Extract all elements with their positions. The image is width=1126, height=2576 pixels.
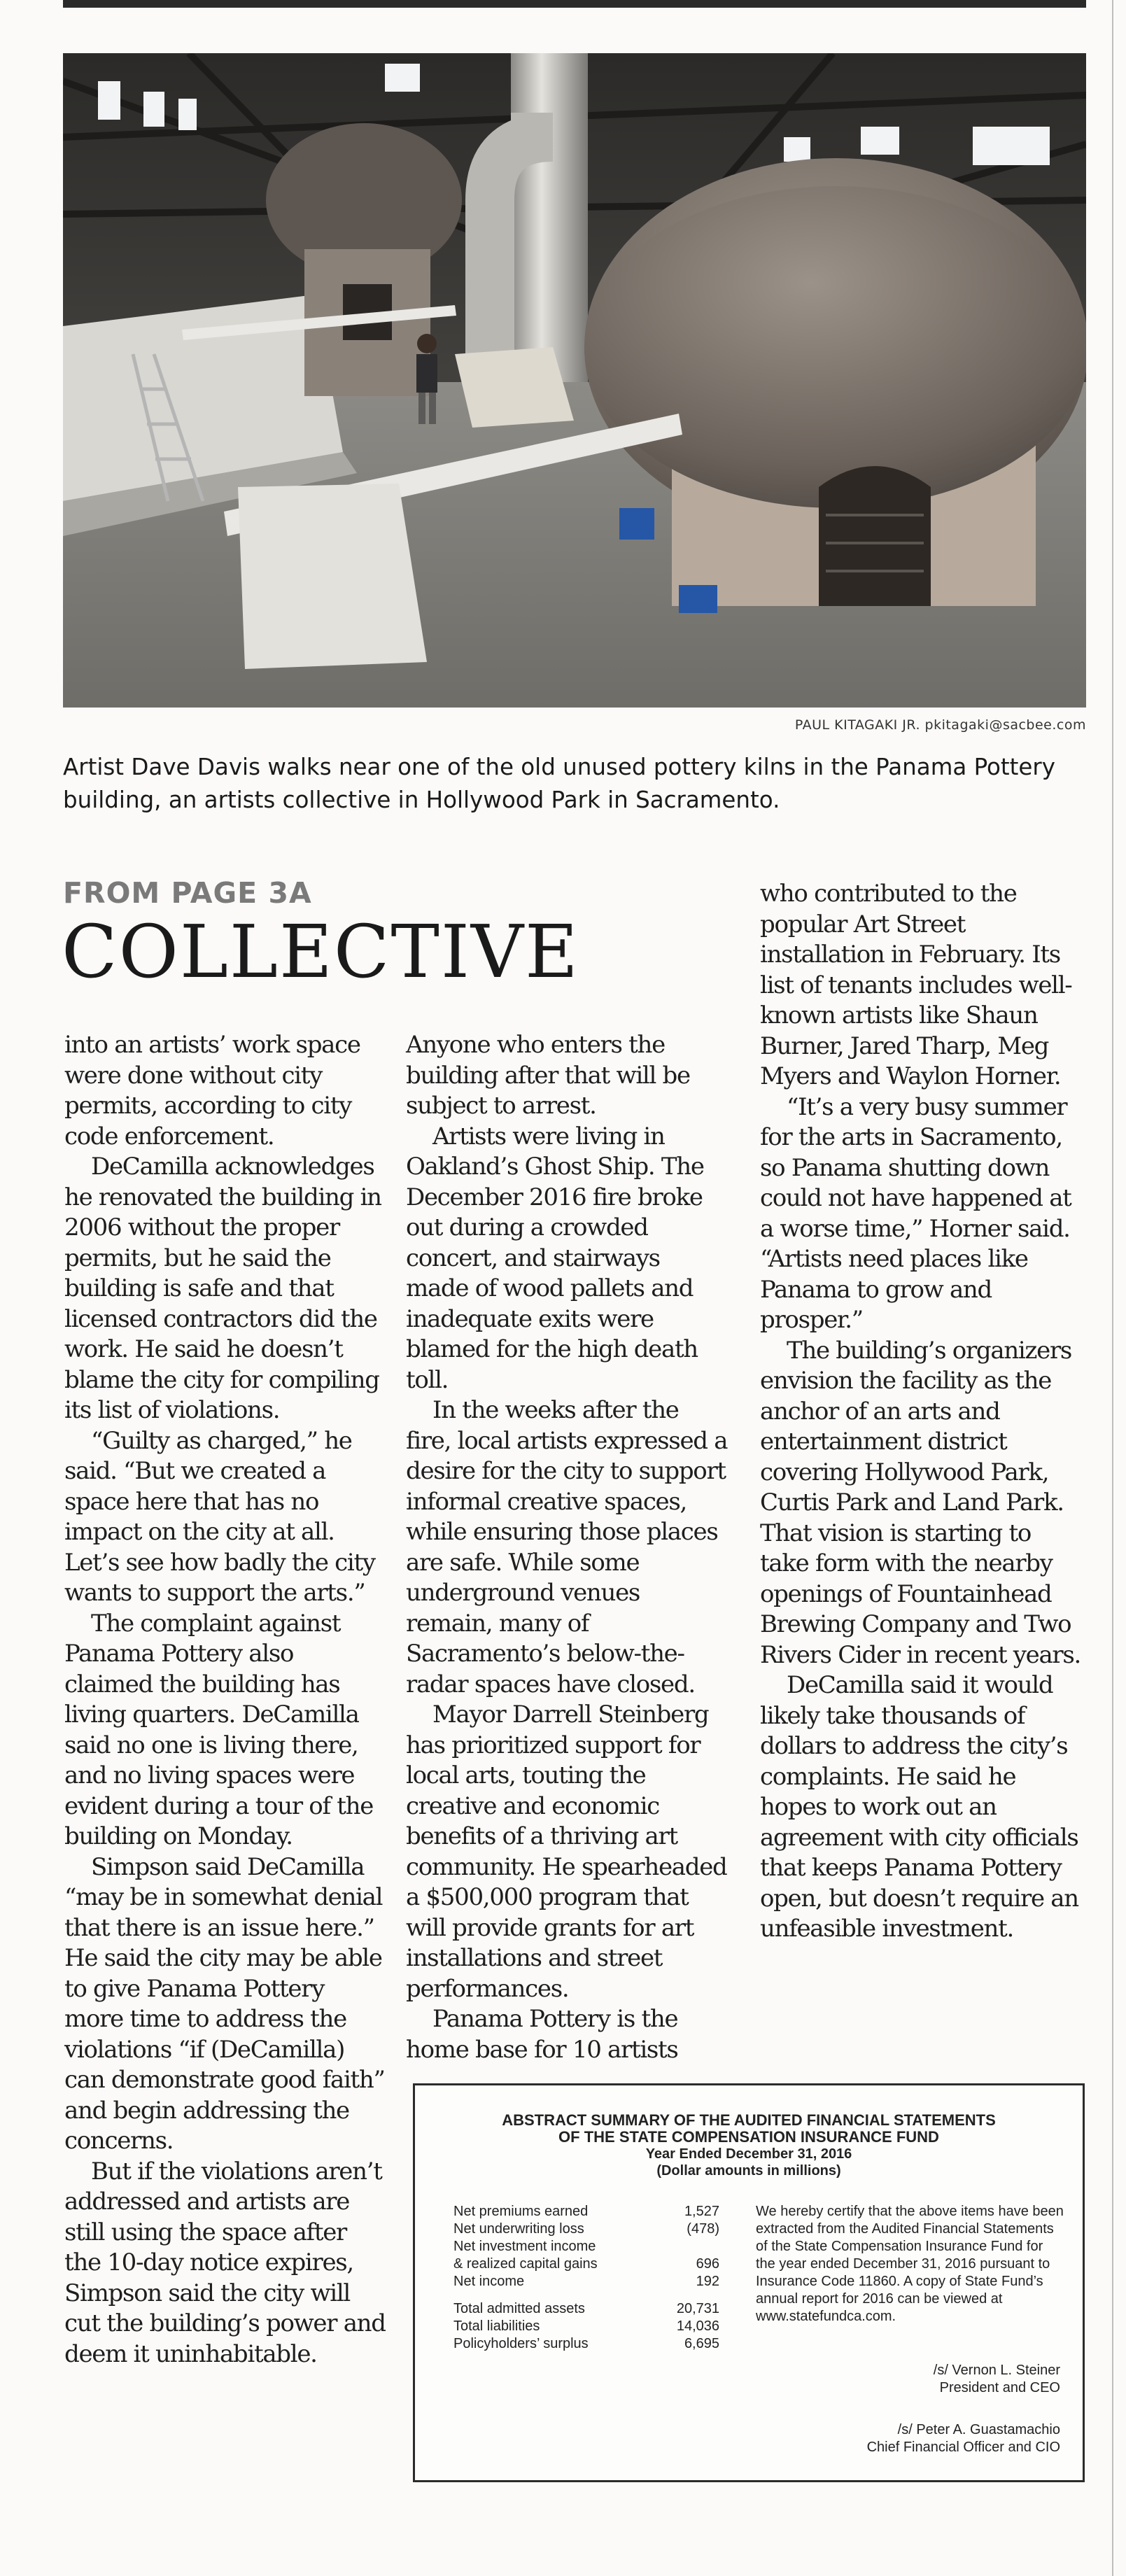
paragraph: Panama Pottery is the home base for 10 artists xyxy=(406,2005,678,2064)
article-column-2 xyxy=(406,1030,728,2065)
paragraph: “Guilty as charged,” he said. “But we created a space here that has no impact on the city at all. Let’s see how badly the city wants to support the arts.” xyxy=(64,1426,375,1607)
paragraph: DeCamilla acknowledges he renovated the building in 2006 without the proper permits, but he said the building is safe and that licensed contractors did the work. He said he doesn’t blame the city for compiling its list of violations. xyxy=(64,1153,381,1424)
paragraph: The building’s organizers envision the facility as the anchor of an arts and entertainment district covering Hollywood Park, Curtis Park and Land Park. That vision is starting to take form with the nearby openings of Fountainhead Brewing Company and Two Rivers Cider in recent years. xyxy=(760,1336,1081,1669)
signature-block: /s/ Vernon L. Steiner President and CEO xyxy=(933,2363,1060,2395)
kiln-photo xyxy=(63,53,1086,708)
paragraph: Simpson said DeCamilla “may be in somewhat denial that there is an issue here.” He said the city may be able to give Panama Pottery more time to address the violations “if (DeCamilla) can demonstrate good faith” and begin addressing the concerns. xyxy=(64,1852,385,2155)
financial-row: Net investment income xyxy=(453,2239,596,2254)
photo-credit: PAUL KITAGAKI JR. pkitagaki@sacbee.com xyxy=(794,717,1086,733)
paragraph: But if the violations aren’t addressed and artists are still using the space after the 10-day notice expires, Simpson said the city will cut the building’s power and deem it uninhabitable. xyxy=(64,2157,386,2368)
notice-subtitle: Year Ended December 31, 2016 (Dollar amounts in millions) xyxy=(645,2146,852,2179)
paragraph: who contributed to the popular Art Street installation in February. Its list of tenants includes well-known artists like Shaun Burner, Jared Tharp, Meg Myers and Waylon Horner. xyxy=(760,880,1072,1090)
financial-row: Net income 192 xyxy=(453,2274,719,2289)
financial-row: Total admitted assets 20,731 xyxy=(453,2301,719,2316)
photo-caption: Artist Dave Davis walks near one of the old unused pottery kilns in the Panama Pottery building, an artists collective in Hollywood Park in Sacramento. xyxy=(63,754,1056,813)
financial-row: Net premiums earned 1,527 xyxy=(453,2204,719,2219)
financial-summary-notice xyxy=(413,2083,1085,2482)
paragraph: DeCamilla said it would likely take thousands of dollars to address the city’s complaints. He said he hopes to work out an agreement with city officials that keeps Panama Pottery open, but doesn’t require an unfeasible investment. xyxy=(760,1671,1078,1943)
top-rule xyxy=(63,0,1086,8)
paragraph: In the weeks after the fire, local artists expressed a desire for the city to support informal creative spaces, while ensuring those places are safe. While some underground venues remain, many of Sacramento’s below-the-radar spaces have closed. xyxy=(406,1396,728,1698)
paragraph: Anyone who enters the building after that will be subject to arrest. xyxy=(406,1031,690,1120)
financial-row: Policyholders’ surplus 6,695 xyxy=(453,2336,719,2351)
financial-items xyxy=(453,2203,719,2353)
financial-row: Net underwriting loss (478) xyxy=(453,2221,719,2237)
paragraph: Artists were living in Oakland’s Ghost Ship. The December 2016 fire broke out during a crowded concert, and stairways made of wood pallets and inadequate exits were blamed for the high death toll. xyxy=(406,1122,704,1394)
paragraph: Mayor Darrell Steinberg has prioritized support for local arts, touting the creative and economic benefits of a thriving art community. He spearheaded a $500,000 program that will provide grants for art installations and street performances. xyxy=(406,1701,727,2003)
column-rule xyxy=(1112,0,1113,2576)
article-column-3 xyxy=(760,879,1082,1945)
signature-block: /s/ Peter A. Guastamachio Chief Financial Officer and CIO xyxy=(866,2422,1060,2455)
financial-row: & realized capital gains 696 xyxy=(453,2256,719,2272)
certification-text: We hereby certify that the above items have been extracted from the Audited Financial Statements of the State Compensation Insurance Fund for the year ended December 31, 2016 pursuant to Insurance Code 11860. A copy of State Fund’s annual report for 2016 can be viewed at www.statefundca.com. xyxy=(756,2204,1064,2324)
headline: COLLECTIVE xyxy=(62,909,579,994)
article-column-1 xyxy=(64,1030,386,2370)
paragraph: The complaint against Panama Pottery also claimed the building has living quarters. DeCamilla said no one is living there, and no living spaces were evident during a tour of the building on Monday. xyxy=(64,1609,374,1850)
kicker: FROM PAGE 3A xyxy=(63,876,312,910)
financial-row: Total liabilities 14,036 xyxy=(453,2318,719,2334)
notice-title: ABSTRACT SUMMARY OF THE AUDITED FINANCIAL STATEMENTS OF THE STATE COMPENSATION INSURANCE FUND xyxy=(502,2111,996,2146)
paragraph: “It’s a very busy summer for the arts in Sacramento, so Panama shutting down could not have happened at a worse time,” Horner said. “Artists need places like Panama to grow and prosper.” xyxy=(760,1092,1071,1334)
paragraph: into an artists’ work space were done without city permits, according to city code enforcement. xyxy=(64,1031,360,1150)
